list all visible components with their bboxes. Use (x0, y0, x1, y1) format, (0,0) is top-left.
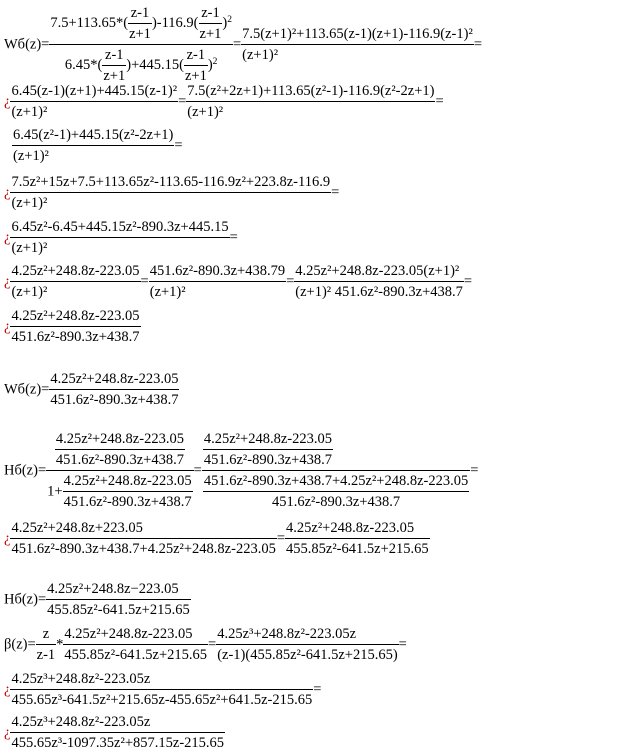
equation-line-5: ¿ $\frac{\text{6.45z²-6.45+445.15z²-890.3z+445.15}}{\text{(z+1)²}}$ = (4, 219, 238, 256)
equation-line-6: ¿ $\frac{\text{4.25z²+248.8z-223.05}}{\text{(z+1)²}}$ = $\frac{\text{451.6z²-890.3z+438.79}}{\text{(z+1)²}}$ = $\frac{\text{4.25z²+248.8z-223.05(z+1)²}}{\text{(z+1)² 451.6z²-890.3z+438.7}}$ = (4, 263, 473, 300)
equation-line-9: Hб(z)= $\frac{\text{4.25z²+248.8z-223.05}}{\text{451.6z²-890.3z+438.7}}$ 1+ $\frac{\text{4.25z²+248.8z-223.05}}{\text{451.6z²-890.3z+438.7}}$ = $\frac{\text{4.25z²+248.8z-223.05}}{\text{451.6z²-890.3z+438.7}}$ $\frac{\text{451.6z²-890.3z+438.7+4.25z²+248.8z-223.05}}{\text{451.6z²-890.3z+438.7}}$ = (4, 431, 479, 510)
equation-line-10: ¿ $\frac{\text{4.25z²+248.8z+223.05}}{\text{451.6z²-890.3z+438.7+4.25z²+248.8z-223.05}}$ = $\frac{\text{4.25z²+248.8z-223.05}}{\text{455.85z²-641.5z+215.65}}$ (4, 520, 429, 557)
fraction-expanded: $\frac{\text{7.5(z+1)²+113.65(z-1)(z+1)-116.9(z-1)²}}{\text{(z+1)²}}$ (242, 26, 473, 63)
equation-line-4: ¿ $\frac{\text{7.5z²+15z+7.5+113.65z²-113.65-116.9z²+223.8z-116.9}}{\text{(z+1)²}}$ = (4, 174, 340, 211)
equation-line-14: ¿ $\frac{\text{4.25z³+248.8z²-223.05z}}{\text{455.65z³-1097.35z²+857.15z-215.65}}$ (4, 714, 225, 751)
equation-line-2: ¿ $\frac{\text{6.45(z-1)(z+1)+445.15(z-1)²}}{\text{(z+1)²}}$ = $\frac{\text{7.5(z²+2z+1)+113.65(z²-1)-116.9(z²-2z+1)}}{\text{(z+1)²}}$ = (4, 83, 444, 120)
equation-line-1: Wб(z)= 7.5+113.65*( $\frac{z-1}{z+1}$ )-116.9( $\frac{z-1}{z+1}$ )$^2$ 6.45*( $\frac{z-1}{z+1}$ )+445.15( $\frac{z-1}{z+1}$ )$^2$ = $\frac{\text{7.5(z+1)²+113.65(z-1)(z+1)-116.9(z-1)²}}{\text{(z+1)²}}$ = (4, 5, 482, 84)
equation-line-8: Wб(z)= $\frac{\text{4.25z²+248.8z-223.05}}{\text{451.6z²-890.3z+438.7}}$ (4, 371, 179, 408)
lhs-w: Wб(z)= (4, 36, 50, 53)
equation-line-12: β(z)= $\frac{z}{z-1}$ * $\frac{\text{4.25z²+248.8z-223.05}}{\text{455.85z²-641.5z+215.65}}$ = $\frac{\text{4.25z³+248.8z²-223.05z}}{\text{(z-1)(455.85z²-641.5z+215.65)}}$ = (4, 626, 407, 663)
equation-line-11: Hб(z)= $\frac{\text{4.25z²+248.8z−223.05}}{\text{455.85z²-641.5z+215.65}}$ (4, 581, 190, 618)
equation-line-3: $\frac{\text{6.45(z²-1)+445.15(z²-2z+1)}}{\text{(z+1)²}}$ = (13, 127, 183, 164)
compound-fraction-b: $\frac{\text{4.25z²+248.8z-223.05}}{\text{451.6z²-890.3z+438.7}}$ $\frac{\text{451.6z²-890.3z+438.7+4.25z²+248.8z-223.05}}{\text{451.6z²-890.3z+438.7}}$ (203, 431, 469, 510)
compound-fraction-a: $\frac{\text{4.25z²+248.8z-223.05}}{\text{451.6z²-890.3z+438.7}}$ 1+ $\frac{\text{4.25z²+248.8z-223.05}}{\text{451.6z²-890.3z+438.7}}$ (47, 431, 192, 510)
equation-line-7: ¿ $\frac{\text{4.25z²+248.8z-223.05}}{\text{451.6z²-890.3z+438.7}}$ (4, 308, 140, 345)
continuation-mark: ¿ (4, 93, 11, 110)
equation-line-13: ¿ $\frac{\text{4.25z³+248.8z²-223.05z}}{\text{455.65z³-641.5z²+215.65z-455.65z²+641.5z-215.65}}$ = (4, 671, 322, 708)
fraction-w-substitution: 7.5+113.65*( $\frac{z-1}{z+1}$ )-116.9( $\frac{z-1}{z+1}$ )$^2$ 6.45*( $\frac{z-1}{z+1}$ )+445.15( $\frac{z-1}{z+1}$ )$^2$ (50, 5, 232, 84)
